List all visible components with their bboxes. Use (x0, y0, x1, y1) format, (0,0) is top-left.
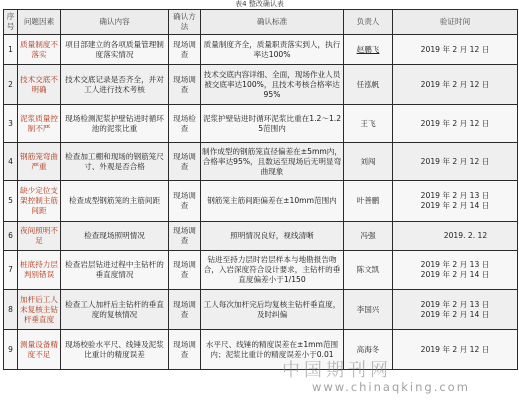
cell-standard: 质量制度齐全，质量职责落实到人，执行率达100% (201, 35, 344, 65)
cell-factor: 质量制度不落实 (18, 35, 61, 65)
cell-date (393, 251, 518, 290)
cell-content: 检查加工棚和现场的钢筋笼尺寸、外观是否合格 (61, 143, 169, 181)
cell-person: 冯强 (344, 222, 393, 251)
date-line: 2019 年 2 月 12 日 (420, 79, 490, 89)
watermark-url: www.chinaqking.com (312, 380, 470, 394)
cell-seq: 4 (4, 143, 18, 181)
col-header-method: 确认方法 (169, 10, 201, 35)
cell-person: 陈文凯 (344, 251, 393, 290)
cell-standard: 工人每次加杆完后均复核主钻杆垂直度，及时纠偏 (201, 290, 344, 330)
cell-content: 检查岩层钻进过程中主钻杆的垂直度情况 (61, 251, 169, 290)
cell-method: 现场调查 (169, 35, 201, 65)
cell-standard: 钢筋笼主筋间距偏差在±10mm范围内 (201, 181, 344, 222)
cell-date (393, 330, 518, 370)
cell-person: 高海冬 (344, 330, 393, 370)
table-row (4, 181, 518, 222)
cell-seq: 3 (4, 105, 18, 143)
date-line: 2019 年 2 月 13 日 (420, 191, 490, 200)
cell-standard: 泥浆护壁钻进时循环泥浆比重在1.2～1.25范围内 (201, 105, 344, 143)
cell-seq: 1 (4, 35, 18, 65)
cell-factor: 桩底持力层判别错误 (18, 251, 61, 290)
date-line: 2019 年 2 月 13 日 (420, 299, 490, 309)
cell-content: 项目部建立的各项质量管理制度落实情况 (61, 35, 169, 65)
table-row (4, 65, 518, 105)
cell-person: 任泓帆 (344, 65, 393, 105)
cell-date (393, 105, 518, 143)
cell-person: 刘闯 (344, 143, 393, 181)
cell-seq: 8 (4, 290, 18, 330)
col-header-seq: 序号 (4, 10, 18, 35)
date-line: 2019 年 2 月 12 日 (420, 156, 490, 166)
cell-person (344, 35, 393, 65)
cell-content: 现场校验水平尺、线锤及泥浆比重计的精度误差 (61, 330, 169, 370)
cell-date (393, 65, 518, 105)
cell-seq: 2 (4, 65, 18, 105)
cell-method: 现场调查 (169, 181, 201, 222)
col-header-standard: 确认标准 (201, 10, 344, 35)
cell-seq: 7 (4, 251, 18, 290)
cell-standard: 制作成型的钢筋笼直径偏差在±5mm内，合格率达95%，且数运至现场后无明显弯曲现象 (201, 143, 344, 181)
cell-standard: 照明情况良好，视线清晰 (201, 222, 344, 251)
cell-person: 叶善鹏 (344, 181, 393, 222)
cell-content: 技术交底记录是否齐全，并对工人进行技术考核 (61, 65, 169, 105)
cell-factor: 缺少定位支架控制主筋间距 (18, 181, 61, 222)
cell-factor: 技术交底不明确 (18, 65, 61, 105)
cell-seq: 9 (4, 330, 18, 370)
col-header-person: 负责人 (344, 10, 393, 35)
table-row (4, 290, 518, 330)
cell-person: 王飞 (344, 105, 393, 143)
cell-content: 检查工人加杆后主钻杆的垂直度的复核情况 (61, 290, 169, 330)
date-line: 2019 年 2 月 12 日 (420, 118, 490, 128)
cell-date (393, 290, 518, 330)
date-line: 2019 年 2 月 12 日 (420, 44, 490, 54)
cell-content: 检查成型钢筋笼的主筋间距 (61, 181, 169, 222)
cell-date (393, 35, 518, 65)
date-line: 2019. 2. 12 (443, 231, 488, 240)
cell-method: 现场调查 (169, 65, 201, 105)
table-row (4, 222, 518, 251)
cell-method: 现场调查 (169, 330, 201, 370)
cell-seq: 5 (4, 181, 18, 222)
date-line: 2019 年 2 月 14 日 (420, 270, 490, 279)
cell-factor: 泥浆质量控制不严 (18, 105, 61, 143)
cell-factor: 钢筋笼弯曲严重 (18, 143, 61, 181)
table-row (4, 143, 518, 181)
cell-seq: 6 (4, 222, 18, 251)
date-line: 2019 年 2 月 13 日 (420, 260, 490, 269)
cell-method: 现场调查 (169, 222, 201, 251)
date-line: 2019 年 2 月 14 日 (420, 201, 490, 210)
table-caption: 表4 整改确认表 (235, 0, 284, 8)
header-row (4, 10, 518, 35)
cell-method: 现场调查 (169, 290, 201, 330)
cell-factor: 加杆后工人未复核主钻杆垂直度 (18, 290, 61, 330)
cell-date (393, 181, 518, 222)
cell-person: 李国兴 (344, 290, 393, 330)
person-name: 赵鹏飞 (356, 44, 380, 54)
cell-date (393, 222, 518, 251)
confirmation-table (3, 9, 518, 370)
col-header-date: 验证时间 (393, 10, 518, 35)
cell-date (393, 143, 518, 181)
cell-content: 现场检测泥浆护壁钻进时循环池的泥浆比重 (61, 105, 169, 143)
cell-standard: 水平尺、线锤的精度误差在±1mm范围内；泥浆比重计的精度误差小于0.01 (201, 330, 344, 370)
cell-method: 现场调查 (169, 143, 201, 181)
col-header-factor: 问题因素 (18, 10, 61, 35)
cell-factor: 夜间照明不足 (18, 222, 61, 251)
table-row (4, 251, 518, 290)
col-header-content: 确认内容 (61, 10, 169, 35)
table-row (4, 105, 518, 143)
watermark-cn: 中国期刊网 (282, 360, 392, 381)
cell-content: 检查现场照明情况 (61, 222, 169, 251)
table-row (4, 330, 518, 370)
table-row (4, 35, 518, 65)
cell-method: 现场调查 (169, 251, 201, 290)
date-line: 2019 年 2 月 14 日 (420, 309, 490, 319)
cell-standard: 技术交底内容详细、全面，现场作业人员被交底率达100%，且技术考核合格率达95% (201, 65, 344, 105)
cell-factor: 测量设备精度不足 (18, 330, 61, 370)
cell-standard: 钻进至持力层时岩层样本与地勘报告吻合，入岩深度符合设计要求，主钻杆的垂直度偏差小于1/150 (201, 251, 344, 290)
date-line: 2019 年 2 月 12 日 (420, 344, 490, 354)
cell-method: 现场检查 (169, 105, 201, 143)
